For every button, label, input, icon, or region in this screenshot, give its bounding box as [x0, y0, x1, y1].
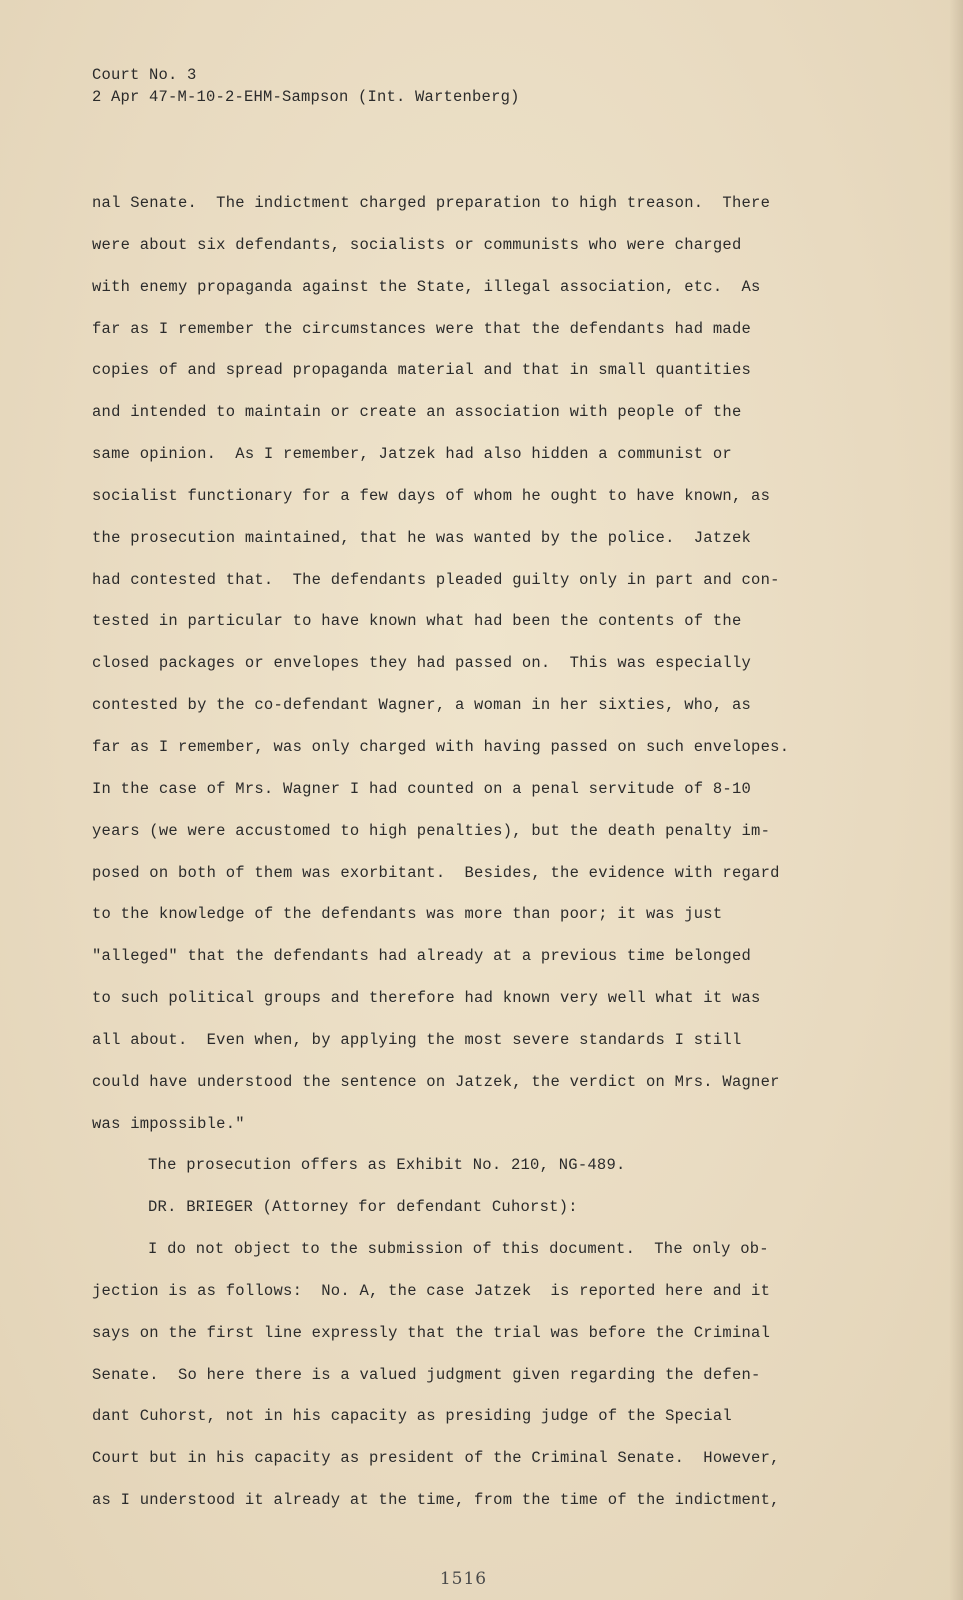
text-line: copies of and spread propaganda material and that in small quantities: [92, 361, 752, 380]
text-line: closed packages or envelopes they had passed on. This was especially: [92, 654, 752, 673]
text-line: I do not object to the submission of this document. The only ob-: [148, 1240, 769, 1259]
text-line: tested in particular to have known what had been the contents of the: [92, 612, 742, 631]
text-line: was impossible.": [92, 1114, 245, 1133]
text-line: In the case of Mrs. Wagner I had counted on a penal servitude of 8-10: [92, 779, 752, 798]
text-line: Court but in his capacity as president of the Criminal Senate. However,: [92, 1449, 780, 1468]
text-line: same opinion. As I remember, Jatzek had also hidden a communist or: [92, 445, 732, 464]
text-line: Senate. So here there is a valued judgment given regarding the defen-: [92, 1365, 761, 1384]
text-line: nal Senate. The indictment charged preparation to high treason. There: [92, 194, 771, 212]
text-line: jection is as follows: No. A, the case Jatzek is reported here and it: [92, 1281, 771, 1300]
text-line: socialist functionary for a few days of whom he ought to have known, as: [92, 486, 771, 505]
text-line: and intended to maintain or create an association with people of the: [92, 403, 742, 422]
page-header: [92, 64, 520, 108]
text-line: as I understood it already at the time, from the time of the indictment,: [92, 1491, 780, 1510]
text-line: were about six defendants, socialists or communists who were charged: [92, 235, 742, 254]
exhibit-offer-line: The prosecution offers as Exhibit No. 210, NG-489.: [148, 1156, 626, 1175]
text-line: to such political groups and therefore had known very well what it was: [92, 989, 761, 1008]
text-line: dant Cuhorst, not in his capacity as presiding judge of the Special: [92, 1407, 732, 1426]
text-line: says on the first line expressly that the trial was before the Criminal: [92, 1323, 771, 1342]
text-line: the prosecution maintained, that he was wanted by the police. Jatzek: [92, 528, 752, 547]
text-line: far as I remember, was only charged with having passed on such envelopes.: [92, 737, 790, 756]
text-line: to the knowledge of the defendants was more than poor; it was just: [92, 905, 723, 924]
court-number: Court No. 3: [92, 66, 197, 84]
text-line: contested by the co-defendant Wagner, a woman in her sixties, who, as: [92, 696, 752, 715]
text-line: "alleged" that the defendants had already at a previous time belonged: [92, 947, 752, 966]
text-line: posed on both of them was exorbitant. Besides, the evidence with regard: [92, 863, 780, 882]
text-line: years (we were accustomed to high penalties), but the death penalty im-: [92, 821, 771, 840]
page-number: 1516: [439, 1569, 488, 1589]
speaker-line: DR. BRIEGER (Attorney for defendant Cuhorst):: [148, 1198, 578, 1217]
text-line: with enemy propaganda against the State, illegal association, etc. As: [92, 277, 761, 296]
page-edge-shadow: [949, 0, 963, 1600]
transcript-body: [92, 183, 872, 1522]
text-line: far as I remember the circumstances were that the defendants had made: [92, 319, 752, 338]
session-reference: 2 Apr 47-M-10-2-EHM-Sampson (Int. Wartenberg): [92, 88, 520, 106]
text-line: all about. Even when, by applying the most severe standards I still: [92, 1030, 742, 1049]
text-line: could have understood the sentence on Jatzek, the verdict on Mrs. Wagner: [92, 1072, 780, 1091]
text-line: had contested that. The defendants pleaded guilty only in part and con-: [92, 570, 780, 589]
